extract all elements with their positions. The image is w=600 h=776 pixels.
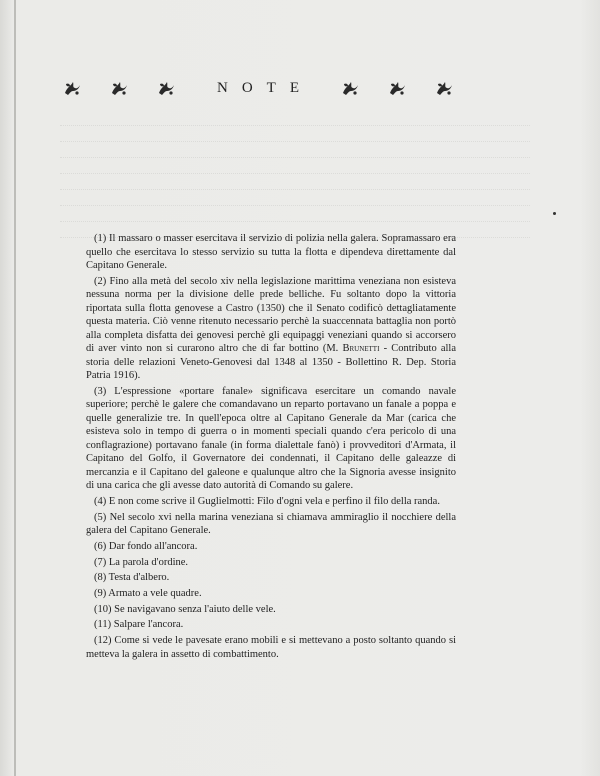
ink-speck	[553, 212, 556, 215]
note-9: (9) Armato a vele quadre.	[94, 588, 202, 599]
note-3: (3) L'espressione «portare fanale» significava esercitare un comando navale superiore; perchè le galere che comandavano un reparto portavano un fanale a poppa e quelle generalizie tre. In quell'epoca oltre al Capitano Generale da Mar (carica che esisteva solo in tempo di guerra o in momenti speciali quando c'era pericolo di una conflagrazione) portavano fanale (in forma dialettale fanò) i provveditori d'Armata, il Capitano del Golfo, il Governatore dei condennati, il Capitano delle galeazze di mercanzia e il Capitano del galeone e qualunque altro che la Signoria avesse insignito di una carica che gli avesse dato autorità di Comando su galere.	[86, 385, 456, 492]
note-4: (4) E non come scrive il Guglielmotti: Filo d'ogni vela e perfino il filo della randa.	[94, 496, 440, 508]
note-11: (11) Salpare l'ancora.	[94, 619, 184, 631]
note-7: (7) La parola d'ordine.	[94, 556, 189, 568]
note-5: (5) Nel secolo xvi nella marina veneziana si chiamava ammiraglio il nocchiere della galera del Capitano Generale.	[86, 511, 456, 537]
fleuron-icon	[434, 78, 454, 98]
binding-edge	[14, 0, 16, 776]
note-8: (8) Testa d'albero.	[94, 572, 170, 584]
fleuron-icon	[156, 78, 176, 98]
fleuron-icon	[340, 78, 360, 98]
note-2-author: Brunetti	[342, 343, 380, 355]
fleuron-icon	[109, 78, 129, 98]
page-title: NOTE	[217, 79, 313, 96]
bleed-through-text	[60, 112, 530, 240]
section-header	[62, 78, 454, 98]
note-1: (1) Il massaro o masser esercitava il servizio di polizia nella galera. Sopramassaro era quello che esercitava lo stesso servizio su tutta la flotta e dipendeva direttamente dal Capitano Generale.	[86, 233, 456, 271]
note-2	[86, 275, 456, 383]
note-12: (12) Come si vede le pavesate erano mobili e si mettevano a posto soltanto quando si metteva la galera in assetto di combattimento.	[86, 635, 456, 660]
notes-list	[86, 232, 456, 663]
note-10: (10) Se navigavano senza l'aiuto delle vele.	[94, 603, 276, 615]
note-2-text-a: (2) Fino alla metà del secolo xiv nella legislazione marittima veneziana non esisteva nessuna norma per la divisione delle prede belliche. Fu soltanto dopo la vittoria riportata sulla flotta genovese a Castro (1350) che il Senato codificò dettagliatamente questa materia. Ciò venne ritenuto necessario perchè la suaccennata battaglia non portò alla completa disfatta dei genovesi perchè gli equipaggi veneziani quando si accorsero di aver vinto non si curarono altro che di far bottino (M.	[86, 275, 456, 355]
note-2-text-b: - Contributo alla storia delle relazioni Veneto-Genovesi dal 1348 al 1350 - Bollettino R. Dep. Storia Patria 1916).	[86, 343, 457, 382]
note-6: (6) Dar fondo all'ancora.	[94, 540, 198, 552]
fleuron-icon	[62, 78, 82, 98]
fleuron-icon	[387, 78, 407, 98]
